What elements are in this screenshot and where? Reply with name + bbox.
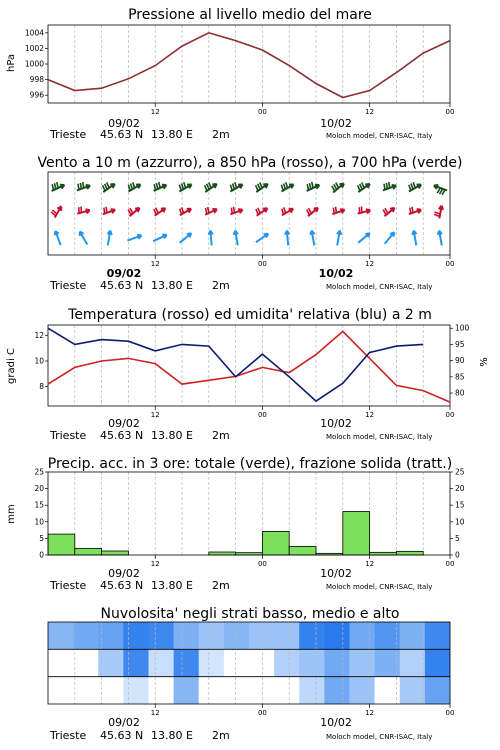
precip-bar <box>209 552 236 555</box>
wind-arrow-10m <box>285 231 289 246</box>
cloud-cell <box>400 622 425 649</box>
wind-arrow-850hPa <box>256 208 267 216</box>
precipitation-station-info <box>49 579 432 592</box>
svg-text:Moloch model, CNR-ISAC, Italy: Moloch model, CNR-ISAC, Italy <box>326 583 433 591</box>
cloud-cell <box>98 677 123 704</box>
svg-text:45.63 N: 45.63 N <box>100 429 144 442</box>
cloud-cell <box>149 649 174 676</box>
wind-arrow-700hPa <box>52 182 65 191</box>
wind-arrow-850hPa <box>282 207 293 215</box>
precipitation-plot-frame <box>48 472 450 555</box>
wind-arrow-10m <box>127 235 141 241</box>
wind-arrow-700hPa <box>205 182 217 192</box>
cloud-cell <box>149 622 174 649</box>
cloud-cell <box>299 622 324 649</box>
precip-bar <box>102 551 129 555</box>
y-tick-label: 0 <box>39 550 44 560</box>
y-tick-label: 1004 <box>24 28 44 38</box>
wind-arrow-10m <box>412 231 416 246</box>
wind-arrow-700hPa <box>179 182 191 191</box>
svg-text:Trieste: Trieste <box>50 579 87 592</box>
x-tick-label: 12 <box>150 411 160 419</box>
svg-text:2m: 2m <box>212 128 230 141</box>
y-tick-label: 996 <box>29 90 44 100</box>
cloud-cell <box>224 622 249 649</box>
wind-station-info <box>49 279 432 292</box>
cloud-cell <box>350 649 375 676</box>
cloud-cell <box>73 677 98 704</box>
wind-arrow-10m <box>358 233 369 243</box>
wind-arrow-850hPa <box>128 208 139 216</box>
wind-arrow-850hPa <box>434 206 443 219</box>
x-tick-label: 12 <box>365 260 375 268</box>
svg-text:13.80 E: 13.80 E <box>151 128 193 141</box>
svg-text:Moloch model, CNR-ISAC, Italy: Moloch model, CNR-ISAC, Italy <box>326 433 433 441</box>
svg-text:13.80 E: 13.80 E <box>151 579 193 592</box>
wind-arrow-850hPa <box>77 207 90 214</box>
wind-arrow-700hPa <box>256 182 268 192</box>
wind-arrow-850hPa <box>383 208 394 216</box>
y-tick-label: 10 <box>34 356 44 366</box>
svg-text:45.63 N: 45.63 N <box>100 128 144 141</box>
wind-arrow-850hPa <box>51 206 61 217</box>
cloud-cell <box>274 649 299 676</box>
x-tick-label: 12 <box>365 411 375 419</box>
svg-text:2m: 2m <box>212 729 230 742</box>
cloud-cell <box>249 622 274 649</box>
pressure-ylabel: hPa <box>6 53 17 73</box>
y-tick-label: 5 <box>39 533 44 543</box>
cloud-date-right: 10/02 <box>320 716 352 729</box>
wind-arrow-850hPa <box>205 207 217 215</box>
pressure-plot-frame <box>48 25 450 103</box>
cloud-cell <box>73 622 98 649</box>
wind-arrow-10m <box>310 231 314 246</box>
precipitation-date-left: 09/02 <box>108 567 140 580</box>
x-tick-label: 00 <box>445 411 455 419</box>
wind-date-right: 10/02 <box>318 267 354 280</box>
cloud-cell <box>199 649 224 676</box>
y-tick-label-right: 10 <box>455 517 465 527</box>
precip-bar <box>75 548 102 555</box>
cloud-cell <box>174 649 199 676</box>
wind-arrow-700hPa <box>77 182 90 190</box>
svg-text:13.80 E: 13.80 E <box>151 729 193 742</box>
wind-arrow-700hPa <box>409 182 421 191</box>
x-tick-label: 00 <box>257 411 267 419</box>
wind-arrow-850hPa <box>180 207 191 215</box>
temperature-date-right: 10/02 <box>320 417 352 430</box>
wind-arrow-10m <box>180 233 191 243</box>
x-tick-label: 00 <box>445 560 455 568</box>
wind-arrow-700hPa <box>103 182 115 192</box>
cloud-cell <box>425 649 450 676</box>
x-tick-label: 12 <box>150 560 160 568</box>
wind-date-left: 09/02 <box>106 267 142 280</box>
y-tick-label: 15 <box>34 500 44 510</box>
cloud-station-info <box>49 729 432 742</box>
precip-bar <box>343 512 370 555</box>
cloud-cell <box>123 622 148 649</box>
temperature-station-info <box>49 429 432 442</box>
y-tick-label-right: 80 <box>455 388 465 398</box>
svg-text:13.80 E: 13.80 E <box>151 429 193 442</box>
wind-arrow-10m <box>55 231 61 245</box>
svg-text:Trieste: Trieste <box>50 729 87 742</box>
wind-arrow-850hPa <box>409 207 421 214</box>
precip-bar <box>289 546 316 555</box>
wind-arrow-10m <box>256 234 268 243</box>
svg-text:45.63 N: 45.63 N <box>100 279 144 292</box>
y-tick-label-right: 5 <box>455 533 460 543</box>
wind-arrow-850hPa <box>230 207 242 214</box>
cloud-cell <box>350 622 375 649</box>
wind-arrow-700hPa <box>307 182 320 191</box>
y-tick-label: 8 <box>39 382 44 392</box>
wind-arrow-10m <box>209 231 213 246</box>
x-tick-label: 12 <box>365 709 375 717</box>
cloud-cell <box>324 649 349 676</box>
wind-arrow-850hPa <box>103 207 115 214</box>
x-tick-label: 00 <box>445 108 455 116</box>
x-tick-label: 00 <box>445 260 455 268</box>
precipitation-ylabel: mm <box>6 504 17 524</box>
wind-arrow-10m <box>107 231 111 246</box>
precip-bar <box>262 531 289 555</box>
svg-text:Moloch model, CNR-ISAC, Italy: Moloch model, CNR-ISAC, Italy <box>326 283 433 291</box>
cloud-cell <box>324 677 349 704</box>
cloud-cell <box>224 649 249 676</box>
y-tick-label-right: 0 <box>455 550 460 560</box>
x-tick-label: 00 <box>257 260 267 268</box>
y-tick-label-right: 15 <box>455 500 465 510</box>
pressure-series-line <box>48 33 450 98</box>
temperature-series-line <box>48 331 450 402</box>
cloud-cell <box>48 677 73 704</box>
x-tick-label: 00 <box>257 709 267 717</box>
wind-arrow-700hPa <box>230 182 242 191</box>
y-tick-label: 10 <box>34 517 44 527</box>
y-tick-label-right: 20 <box>455 484 465 494</box>
cloud-cell <box>174 677 199 704</box>
temperature-ylabel: gradi C <box>6 348 17 384</box>
cloud-cell <box>299 649 324 676</box>
wind-arrow-700hPa <box>128 182 140 191</box>
wind-arrow-850hPa <box>358 207 371 214</box>
cloud-cell <box>249 677 274 704</box>
y-tick-label: 25 <box>34 467 44 477</box>
y-tick-label-right: 90 <box>455 356 465 366</box>
y-tick-label: 12 <box>34 330 44 340</box>
precip-bar <box>48 534 75 555</box>
cloud-cell <box>199 677 224 704</box>
wind-arrow-700hPa <box>434 185 447 195</box>
x-tick-label: 12 <box>150 260 160 268</box>
x-tick-label: 12 <box>365 560 375 568</box>
cloud-cell <box>48 649 73 676</box>
x-tick-label: 12 <box>150 709 160 717</box>
svg-text:2m: 2m <box>212 579 230 592</box>
svg-text:Trieste: Trieste <box>50 429 87 442</box>
cloud-cell <box>249 649 274 676</box>
wind-arrow-700hPa <box>358 182 370 192</box>
cloud-title: Nuvolosita' negli strati basso, medio e alto <box>100 606 400 622</box>
y-tick-label: 20 <box>34 484 44 494</box>
cloud-cell <box>73 649 98 676</box>
precipitation-title: Precip. acc. in 3 ore: totale (verde), frazione solida (tratt.) <box>47 456 453 472</box>
svg-text:Trieste: Trieste <box>50 279 87 292</box>
wind-arrow-700hPa <box>332 183 344 193</box>
svg-text:Moloch model, CNR-ISAC, Italy: Moloch model, CNR-ISAC, Italy <box>326 132 433 140</box>
pressure-station-info <box>49 128 432 141</box>
cloud-cell <box>299 677 324 704</box>
wind-arrow-700hPa <box>154 182 167 191</box>
temperature-title: Temperatura (rosso) ed umidita' relativa (blu) a 2 m <box>68 307 432 323</box>
cloud-cell <box>350 677 375 704</box>
cloud-cell <box>425 677 450 704</box>
cloud-cell <box>48 622 73 649</box>
cloud-cell <box>274 622 299 649</box>
svg-text:Trieste: Trieste <box>50 128 87 141</box>
pressure-title: Pressione al livello medio del mare <box>128 7 372 23</box>
cloud-cell <box>123 677 148 704</box>
cloud-cell <box>123 649 148 676</box>
wind-arrow-850hPa <box>154 208 165 216</box>
pressure-date-right: 10/02 <box>320 117 352 130</box>
y-tick-label: 1002 <box>24 43 44 53</box>
x-tick-label: 00 <box>257 560 267 568</box>
cloud-cell <box>199 622 224 649</box>
cloud-cell <box>98 622 123 649</box>
wind-title: Vento a 10 m (azzurro), a 850 hPa (rosso), a 700 hPa (verde) <box>37 155 463 171</box>
cloud-cell <box>400 677 425 704</box>
humidity-ylabel: % <box>479 357 490 367</box>
wind-arrow-700hPa <box>281 182 293 191</box>
cloud-cell <box>324 622 349 649</box>
cloud-cell <box>274 677 299 704</box>
y-tick-label-right: 100 <box>455 323 470 333</box>
x-tick-label: 00 <box>445 709 455 717</box>
cloud-cell <box>375 622 400 649</box>
x-tick-label: 12 <box>365 108 375 116</box>
y-tick-label-right: 25 <box>455 467 465 477</box>
cloud-cell <box>149 677 174 704</box>
svg-text:2m: 2m <box>212 429 230 442</box>
cloud-date-left: 09/02 <box>108 716 140 729</box>
svg-text:2m: 2m <box>212 279 230 292</box>
cloud-cell <box>400 649 425 676</box>
y-tick-label: 998 <box>29 75 44 85</box>
cloud-cell <box>425 622 450 649</box>
svg-text:13.80 E: 13.80 E <box>151 279 193 292</box>
wind-arrow-10m <box>385 232 395 243</box>
y-tick-label-right: 85 <box>455 372 465 382</box>
x-tick-label: 12 <box>150 108 160 116</box>
wind-arrow-10m <box>337 231 341 246</box>
precipitation-date-right: 10/02 <box>320 567 352 580</box>
y-tick-label-right: 95 <box>455 339 465 349</box>
svg-text:45.63 N: 45.63 N <box>100 579 144 592</box>
pressure-date-left: 09/02 <box>108 117 140 130</box>
svg-text:Moloch model, CNR-ISAC, Italy: Moloch model, CNR-ISAC, Italy <box>326 733 433 741</box>
wind-arrow-700hPa <box>383 182 396 190</box>
wind-arrow-10m <box>438 231 442 246</box>
cloud-cell <box>98 649 123 676</box>
wind-arrow-10m <box>80 232 88 245</box>
cloud-cell <box>174 622 199 649</box>
precip-bar <box>396 551 423 555</box>
cloud-cell <box>224 677 249 704</box>
temperature-date-left: 09/02 <box>108 417 140 430</box>
x-tick-label: 00 <box>257 108 267 116</box>
svg-text:45.63 N: 45.63 N <box>100 729 144 742</box>
y-tick-label: 1000 <box>24 59 44 69</box>
